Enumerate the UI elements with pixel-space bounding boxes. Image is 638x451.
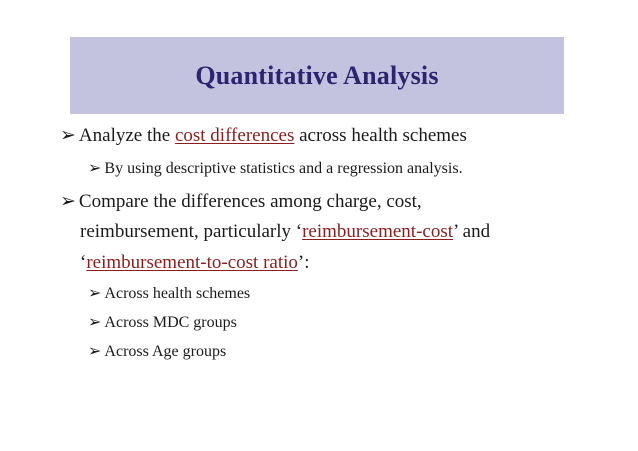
reimbursement-to-cost-ratio-link[interactable]: reimbursement-to-cost ratio [86, 252, 298, 273]
arrow-sub-bullet-icon: ➢ [88, 341, 102, 360]
reimbursement-cost-link[interactable]: reimbursement-cost [302, 221, 454, 242]
bullet-text-prefix: reimbursement, particularly ‘ [80, 221, 303, 242]
title-banner [70, 37, 564, 114]
bullet-text-prefix: ‘ [80, 252, 87, 273]
bullet-text-suffix: across health schemes [294, 125, 467, 146]
arrow-sub-bullet-icon: ➢ [88, 283, 102, 302]
bullet-text-line1: Compare the differences among charge, cost, [78, 191, 422, 212]
bullet-text-prefix: Analyze the [78, 125, 175, 146]
arrow-sub-bullet-icon: ➢ [88, 158, 102, 177]
bullet-text-suffix: ’ and [453, 221, 491, 242]
arrow-bullet-icon: ➢ [60, 190, 76, 212]
sub-bullet-mdc [88, 312, 237, 332]
arrow-sub-bullet-icon: ➢ [88, 312, 102, 331]
sub-bullet-text: Across Age groups [104, 343, 227, 360]
bullet-compare [60, 190, 422, 213]
sub-bullet-text: By using descriptive statistics and a regression analysis. [104, 160, 463, 177]
bullet-compare-line3 [80, 252, 310, 274]
bullet-compare-line2 [80, 221, 490, 243]
arrow-bullet-icon: ➢ [60, 124, 76, 146]
bullet-analyze [60, 124, 467, 147]
bullet-text-suffix: ’: [297, 252, 310, 273]
sub-bullet-schemes [88, 283, 250, 303]
slide-title: Quantitative Analysis [195, 60, 439, 90]
sub-bullet-text: Across MDC groups [104, 314, 237, 331]
sub-bullet-text: Across health schemes [104, 285, 251, 302]
sub-bullet-descriptive [88, 158, 463, 178]
cost-differences-link[interactable]: cost differences [174, 125, 295, 146]
sub-bullet-age [88, 341, 226, 361]
